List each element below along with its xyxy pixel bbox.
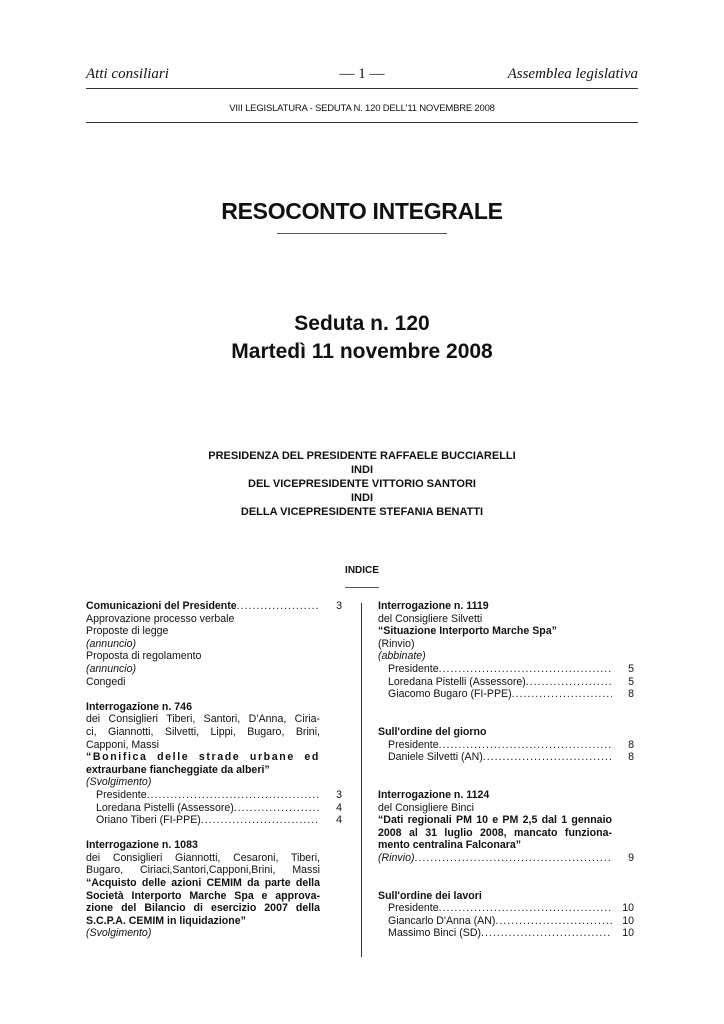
session-line: VIII LEGISLATURA - SEDUTA N. 120 DELL'11 NOVEMBRE 2008	[229, 103, 495, 114]
section-title: Sull'ordine dei lavori	[378, 889, 482, 902]
column-divider	[361, 603, 362, 957]
subject-line: extraurbane fiancheggiate da alberi”	[86, 763, 270, 776]
index-entry: Loredana Pistelli (Assessore) ..... 5	[378, 676, 634, 689]
header-rule	[86, 88, 638, 89]
subject-line: Società Interporto Marche Spa e approva-	[86, 889, 320, 902]
section-title: Interrogazione n. 1124	[378, 788, 490, 801]
index-entry: Giancarlo D'Anna (AN) ..... 10	[378, 915, 634, 928]
index-line: (annuncio)	[86, 637, 137, 650]
presidenza-line: INDI	[351, 492, 373, 504]
subject-line: “Dati regionali PM 10 e PM 2,5 dal 1 gennaio	[378, 814, 612, 827]
authors-line: ci, Giannotti, Silvetti, Lippi, Bugaro, Brini,	[86, 725, 320, 738]
subject-line: “Bonifica delle strade urbane ed	[86, 751, 320, 764]
presidenza-line: DEL VICEPRESIDENTE VITTORIO SANTORI	[248, 478, 476, 490]
indice-heading: INDICE	[345, 565, 379, 576]
index-entry: Presidente ..... 10	[378, 902, 634, 915]
index-line: (annuncio)	[86, 662, 137, 675]
authors-line: del Consigliere Binci	[378, 801, 474, 814]
presidenza-line: INDI	[351, 464, 373, 476]
header-right: Assemblea legislativa	[507, 66, 638, 82]
running-header	[86, 66, 638, 86]
section-title: Sull'ordine del giorno	[378, 725, 487, 738]
index-entry: Loredana Pistelli (Assessore) ..... 4	[86, 802, 342, 815]
seduta-number: Seduta n. 120	[294, 312, 430, 335]
index-entry: Presidente ..... 3	[86, 789, 342, 802]
indice-rule	[345, 587, 379, 588]
subject-line: “Acquisto delle azioni CEMIM da parte della	[86, 877, 320, 890]
index-entry: Oriano Tiberi (FI-PPE) ..... 4	[86, 814, 342, 827]
seduta-block	[86, 310, 638, 366]
subject-line: S.C.P.A. CEMIM in liquidazione”	[86, 914, 246, 927]
index-entry: Giacomo Bugaro (FI-PPE) ..... 8	[378, 688, 634, 701]
title-underline	[277, 233, 447, 234]
authors-line: dei Consiglieri Giannotti, Cesaroni, Tiberi,	[86, 851, 320, 864]
index-entry: Massimo Binci (SD) ..... 10	[378, 927, 634, 940]
document-title: RESOCONTO INTEGRALE	[221, 198, 503, 224]
index-line: Approvazione processo verbale	[86, 612, 235, 625]
status-line: (abbinate)	[378, 650, 426, 663]
authors-line: dei Consiglieri Tiberi, Santori, D’Anna, Ciria-	[86, 713, 320, 726]
section-title: Interrogazione n. 1083	[86, 839, 198, 852]
subject-line: 2008 al 31 luglio 2008, mancato funziona-	[378, 826, 612, 839]
header-left: Atti consiliari	[86, 66, 169, 82]
page-number: — 1 —	[339, 66, 385, 82]
index-entry: Presidente ..... 8	[378, 739, 634, 752]
seduta-date: Martedì 11 novembre 2008	[231, 340, 493, 363]
status-line: (Svolgimento)	[86, 776, 152, 789]
status-line: (Svolgimento)	[86, 927, 152, 940]
subject-line: zione del Bilancio di esercizio 2007 della	[86, 902, 320, 915]
session-rule	[86, 122, 638, 123]
section-title: Interrogazione n. 746	[86, 700, 192, 713]
authors-line: del Consigliere Silvetti	[378, 612, 483, 625]
index-line: Congedi	[86, 675, 126, 688]
subject-line: mento centralina Falconara”	[378, 839, 522, 852]
index-entry: Comunicazioni del Presidente ..... 3	[86, 600, 342, 613]
index-right-column	[378, 600, 634, 940]
presidenza-block	[86, 449, 638, 519]
authors-line: Capponi, Massi	[86, 738, 160, 751]
authors-line: Bugaro, Ciriaci,Santori,Capponi,Brini, Massi	[86, 864, 320, 877]
index-entry: (Rinvio) ..... 9	[378, 852, 634, 865]
index-left-column	[86, 600, 342, 940]
index-line: Proposte di legge	[86, 625, 169, 638]
status-line: (Rinvio)	[378, 637, 415, 650]
presidenza-line: PRESIDENZA DEL PRESIDENTE RAFFAELE BUCCIARELLI	[208, 450, 516, 462]
subject-line: “Situazione Interporto Marche Spa”	[378, 625, 557, 638]
index-entry: Presidente ..... 5	[378, 663, 634, 676]
section-title: Interrogazione n. 1119	[378, 600, 489, 612]
index-entry: Daniele Silvetti (AN) ..... 8	[378, 751, 634, 764]
index-line: Proposta di regolamento	[86, 650, 202, 663]
presidenza-line: DELLA VICEPRESIDENTE STEFANIA BENATTI	[240, 506, 484, 518]
